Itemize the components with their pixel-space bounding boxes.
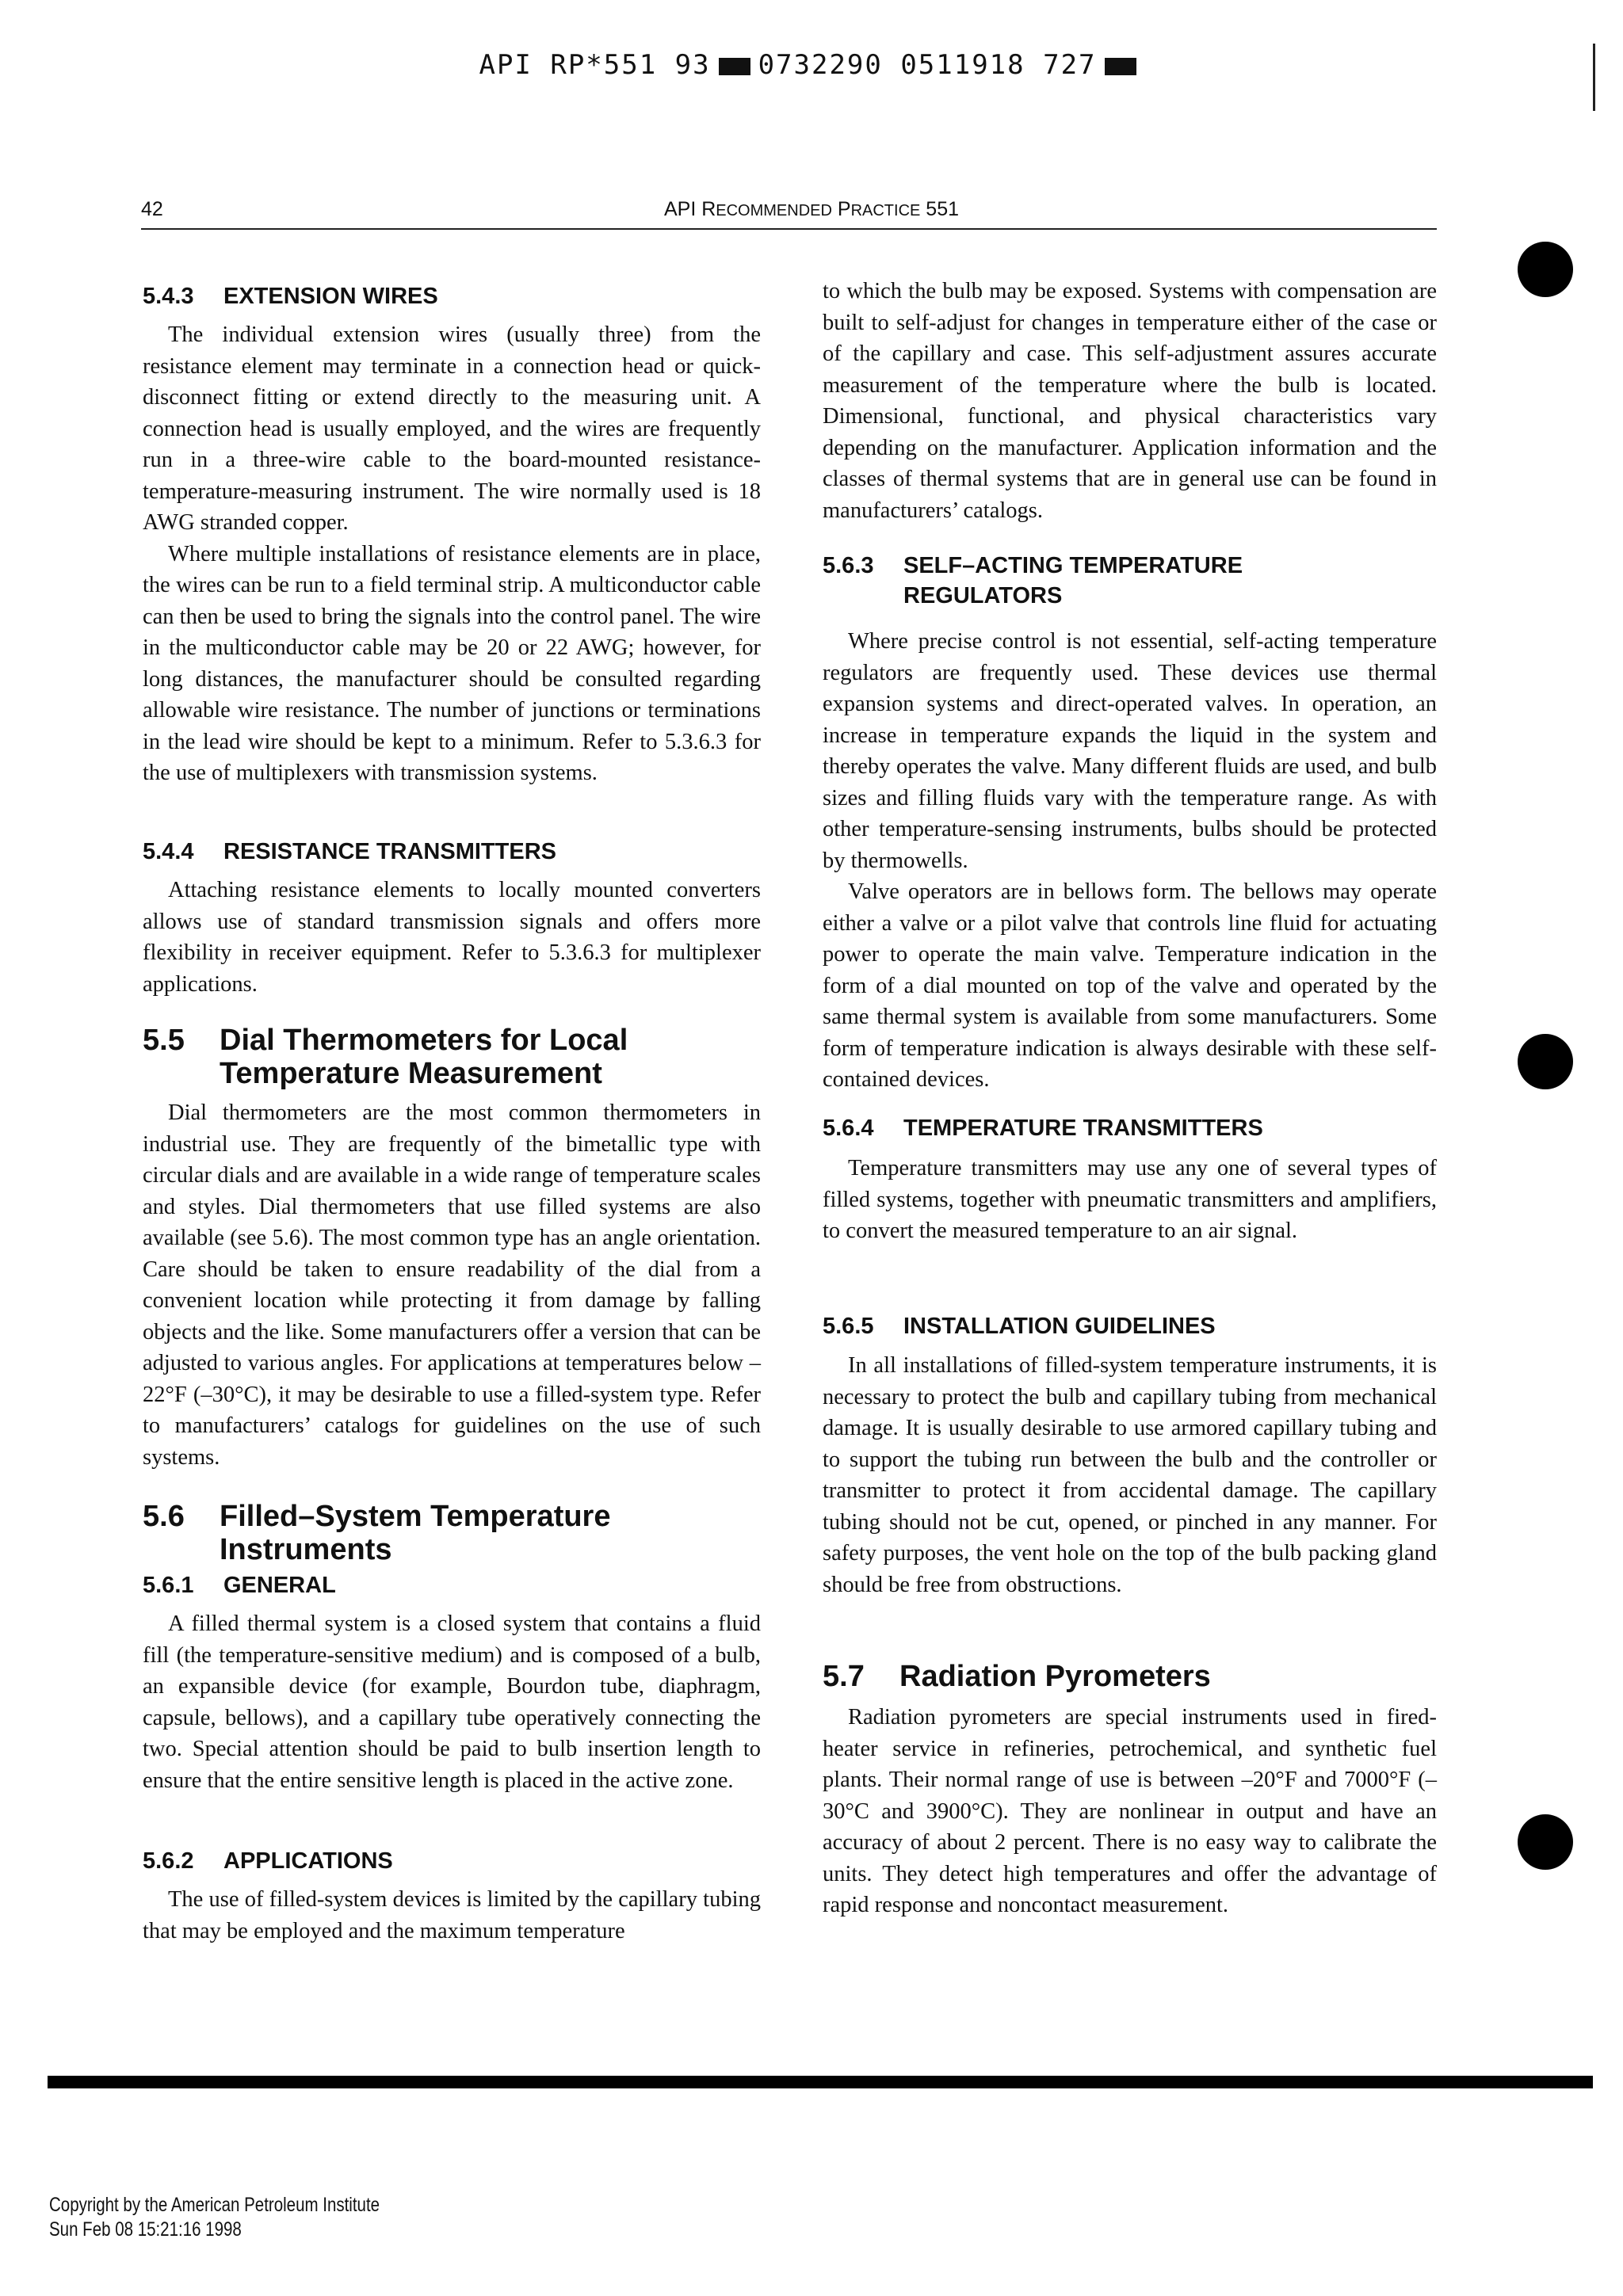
document-id-stamp (0, 49, 1623, 81)
paragraph: The use of filled-system devices is limited by the capillary tubing that may be employed and the maximum temperature (143, 1887, 761, 1943)
paragraph: Attaching resistance elements to locally mounted converters allows use of standard transmission signals and offers more flexibility in receiver equipment. Refer to 5.3.6.3 for multiplexer applications. (143, 878, 761, 997)
punch-hole-bottom (1518, 1814, 1573, 1870)
bottom-rule (48, 2076, 1593, 2088)
section-5-6-3-heading: 5.6.3 SELF–ACTING TEMPERATURE REGULATORS (823, 553, 1243, 608)
section-5-6-2-body (143, 1884, 761, 1947)
continued-paragraph (823, 276, 1437, 526)
running-header-title: API RECOMMENDED PRACTICE 551 (663, 198, 960, 220)
paragraph: Dial thermometers are the most common thermometers in industrial use. They are frequently of the bimetallic type with circular dials and are available in a wide range of temperature scales and styles. Dial thermometers that use filled systems are also available (see 5.6). The most common type has an angle orientation. Care should be taken to ensure readability of the dial from a convenient location while protecting it from damage by falling objects and the like. Some manufacturers offer a version that can be adjusted to various angles. For applications at temperatures below –22°F (–30°C), it may be desirable to use a filled-system type. Refer to manufacturers’ catalogs for guidelines on the use of such systems. (143, 1100, 761, 1470)
section-5-6-heading: 5.6 Filled–System Temperature Instruments (143, 1500, 611, 1566)
paragraph: Radiation pyrometers are special instruments used in fired-heater service in refineries, petrochemical, and synthetic fuel plants. Their normal range of use is between –20°F and 7000°F (–30°C and 3900°C). They are nonlinear in output and have an accuracy of about 2 percent. There is no easy way to calibrate the units. They detect high temperatures and offer the advantage of rapid response and noncontact measurement. (823, 1705, 1437, 1917)
section-5-4-3-body (143, 319, 761, 789)
stamp-block-1 (719, 58, 750, 75)
section-5-6-5-heading: 5.6.5 INSTALLATION GUIDELINES (823, 1314, 1216, 1339)
paragraph: A filled thermal system is a closed system that contains a fluid fill (the temperature-sensitive medium) and is composed of a bulb, an expansible device (for example, Bourdon tube, diaphragm, capsule, bellows), and a capillary tube operatively connecting the two. Special attention should be paid to bulb insertion length to ensure that the entire sensitive length is placed in the active zone. (143, 1611, 761, 1793)
section-5-6-4-body (823, 1153, 1437, 1247)
stamp-block-2 (1105, 58, 1136, 75)
section-5-7-heading: 5.7 Radiation Pyrometers (823, 1660, 1211, 1693)
section-5-6-1-body (143, 1608, 761, 1796)
copyright-line: Copyright by the American Petroleum Institute (49, 2194, 380, 2216)
section-5-4-4-body (143, 875, 761, 1000)
paragraph: In all installations of filled-system temperature instruments, it is necessary to protect the bulb and capillary tubing from mechanical damage. It is usually desirable to use armored capillary tubing and to support the tubing run between the bulb and the controller or transmitter to protect it from accidental damage. The capillary tubing should not be cut, opened, or pinched in any manner. For safety purposes, the vent hole on the top of the bulb packing gland should be free from obstructions. (823, 1353, 1437, 1597)
page-number: 42 (141, 198, 163, 220)
paragraph: Temperature transmitters may use any one of several types of filled systems, together with pneumatic transmitters and amplifiers, to convert the measured temperature to an air signal. (823, 1156, 1437, 1243)
paragraph: to which the bulb may be exposed. Systems with compensation are built to self-adjust for changes in temperature either of the case or of the capillary and case. This self-adjustment assures accurate measurement of the temperature where the bulb is located. Dimensional, functional, and physical characteristics vary depending on the manufacturer. Application information and the classes of thermal systems that are in general use can be found in manufacturers’ catalogs. (823, 279, 1437, 523)
section-5-6-1-heading: 5.6.1 GENERAL (143, 1573, 336, 1598)
stamp-left: API RP*551 93 (479, 49, 711, 81)
section-5-5-body (143, 1097, 761, 1473)
paragraph: Where multiple installations of resistance elements are in place, the wires can be run to a field terminal strip. A multiconductor cable can then be used to bring the signals into the control panel. The wire in the multiconductor cable may be 20 or 22 AWG; however, for long distances, the manufacturer should be consulted regarding allowable wire resistance. The number of junctions or terminations in the lead wire should be kept to a minimum. Refer to 5.3.6.3 for the use of multiplexers with transmission systems. (143, 541, 761, 785)
section-5-6-5-body (823, 1350, 1437, 1600)
section-5-5-heading: 5.5 Dial Thermometers for Local Temperature Measurement (143, 1024, 628, 1090)
section-5-4-4-heading: 5.4.4 RESISTANCE TRANSMITTERS (143, 839, 556, 864)
section-5-6-3-body (823, 626, 1437, 1096)
section-5-6-2-heading: 5.6.2 APPLICATIONS (143, 1848, 393, 1874)
punch-hole-middle (1518, 1034, 1573, 1089)
punch-hole-top (1518, 242, 1573, 297)
section-5-4-3-heading: 5.4.3 EXTENSION WIRES (143, 284, 438, 309)
stamp-middle: 0732290 0511918 727 (758, 49, 1097, 81)
section-5-7-body (823, 1702, 1437, 1921)
section-5-6-4-heading: 5.6.4 TEMPERATURE TRANSMITTERS (823, 1116, 1263, 1141)
copyright-timestamp: Sun Feb 08 15:21:16 1998 (49, 2218, 242, 2241)
paragraph: Where precise control is not essential, self-acting temperature regulators are frequently used. These devices use thermal expansion systems and direct-operated valves. In operation, an increase in temperature expands the liquid in the system and thereby operates the valve. Many different fluids are used, and bulb sizes and filling fluids vary with the temperature range. As with other temperature-sensing instruments, bulbs should be protected by thermowells. (823, 629, 1437, 873)
scan-edge-line (1593, 44, 1595, 111)
paragraph: Valve operators are in bellows form. The bellows may operate either a valve or a pilot valve that controls line fluid for actuating power to operate the main valve. Temperature indication in the form of a dial mounted on top of the valve and operated by the same thermal system is available from some manufacturers. Some form of temperature indication is always desirable with these self-contained devices. (823, 879, 1437, 1092)
paragraph: The individual extension wires (usually three) from the resistance element may terminate in a connection head or quick-disconnect fitting or extend directly to the measuring unit. A connection head is usually employed, and the wires are frequently run in a three-wire cable to the board-mounted resistance-temperature-measuring instrument. The wire normally used is 18 AWG stranded copper. (143, 322, 761, 535)
header-rule (141, 228, 1437, 230)
copyright-notice (49, 2193, 380, 2242)
